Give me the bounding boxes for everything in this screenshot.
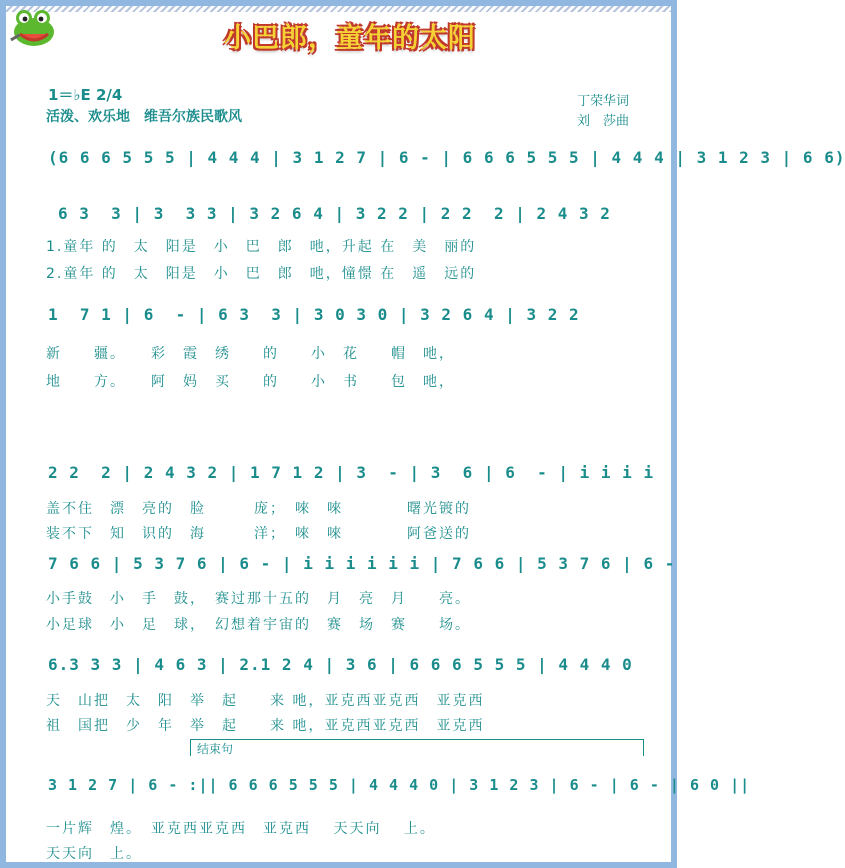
notation-line-1: (6 6 6 5 5 5 | 4 4 4 | 3 1 2 7 | 6 - | 6 6 6 5 5 5 | 4 4 4 | 3 1 2 3 | 6 6) bbox=[48, 148, 845, 167]
notation-line-2: 6 3 3 | 3 3 3 | 3 2 6 4 | 3 2 2 | 2 2 2 | 2 4 3 2 bbox=[58, 204, 611, 223]
lyric-line-7-verse1: 一片辉 煌。 亚克西亚克西 亚克西 天天向 上。 bbox=[46, 821, 436, 837]
lyric-line-4-verse2: 装不下 知 识的 海 洋； 唻 唻 阿爸送的 bbox=[46, 526, 471, 542]
lyric-line-3-verse2: 地 方。 阿 妈 买 的 小 书 包 吔， bbox=[46, 374, 455, 390]
tempo-marking: 活泼、欢乐地 维吾尔族民歌风 bbox=[46, 109, 242, 125]
lyric-line-5-verse1: 小手鼓 小 手 鼓， 赛过那十五的 月 亮 月 亮。 bbox=[46, 591, 471, 607]
song-title: 小巴郎，童年的太阳 bbox=[224, 23, 476, 54]
notation-line-7: 3 1 2 7 | 6 - :|| 6 6 6 5 5 5 | 4 4 4 0 | 3 1 2 3 | 6 - | 6 - | 6 0 || bbox=[48, 776, 751, 794]
notation-line-3: 1 7 1 | 6 - | 6 3 3 | 3 0 3 0 | 3 2 6 4 | 3 2 2 bbox=[48, 305, 580, 324]
lyric-line-6-verse2: 祖 国把 少 年 举 起 来 吔，亚克西亚克西 亚克西 bbox=[46, 718, 485, 734]
lyricist-credit: 丁荣华词 bbox=[577, 94, 630, 109]
notation-line-4: 2 2 2 | 2 4 3 2 | 1 7 1 2 | 3 - | 3 6 | 6 - | i i i i bbox=[48, 463, 655, 482]
lyric-line-5-verse2: 小足球 小 足 球， 幻想着宇宙的 赛 场 赛 场。 bbox=[46, 617, 471, 633]
lyric-line-7-verse2: 天天向 上。 bbox=[46, 846, 142, 862]
lyric-line-2-verse1: 1.童年 的 太 阳是 小 巴 郎 吔，升起 在 美 丽的 bbox=[46, 239, 477, 255]
lyric-line-3-verse1: 新 疆。 彩 霞 绣 的 小 花 帽 吔， bbox=[46, 346, 455, 362]
lyric-line-4-verse1: 盖不住 漂 亮的 脸 庞； 唻 唻 曙光镀的 bbox=[46, 501, 471, 517]
frog-mascot-icon bbox=[8, 6, 60, 50]
composer-credit: 刘 莎曲 bbox=[577, 114, 630, 129]
lyric-line-2-verse2: 2.童年 的 太 阳是 小 巴 郎 吔，憧憬 在 遥 远的 bbox=[46, 266, 477, 282]
key-signature: 1＝♭E 2/4 bbox=[48, 86, 123, 104]
notation-line-6: 6.3 3 3 | 4 6 3 | 2.1 2 4 | 3 6 | 6 6 6 5 5 5 | 4 4 4 0 bbox=[48, 655, 633, 674]
ending-label: 结束句 bbox=[197, 742, 234, 756]
lyric-line-6-verse1: 天 山把 太 阳 举 起 来 吔，亚克西亚克西 亚克西 bbox=[46, 693, 485, 709]
ending-bracket bbox=[190, 739, 644, 756]
notation-line-5: 7 6 6 | 5 3 7 6 | 6 - | i i i i i i | 7 6 6 | 5 3 7 6 | 6 - bbox=[48, 554, 676, 573]
